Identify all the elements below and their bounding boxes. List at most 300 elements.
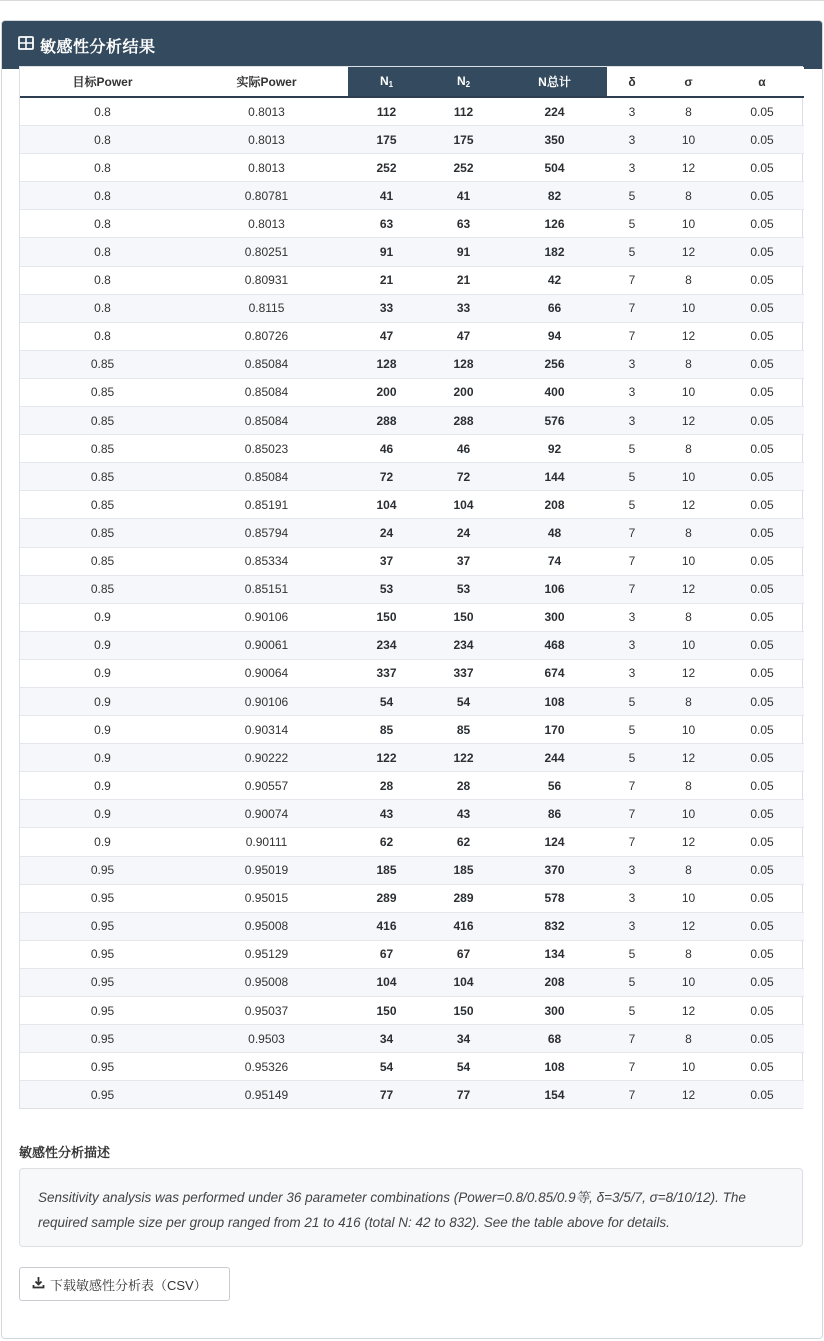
table-cell: 0.05: [720, 154, 804, 182]
table-cell: 0.05: [720, 126, 804, 154]
table-cell: 12: [657, 238, 720, 266]
table-cell: 5: [607, 997, 657, 1025]
table-row: [20, 294, 804, 322]
table-cell: 0.8115: [185, 294, 348, 322]
table-cell: 0.85: [20, 435, 185, 463]
table-cell: 106: [502, 575, 607, 603]
table-cell: 67: [425, 940, 502, 968]
table-row: [20, 575, 804, 603]
table-cell: 0.80931: [185, 266, 348, 294]
table-row: [20, 800, 804, 828]
table-cell: 47: [425, 322, 502, 350]
table-row: [20, 407, 804, 435]
table-cell: 8: [657, 687, 720, 715]
table-cell: 10: [657, 716, 720, 744]
table-cell: 0.8: [20, 294, 185, 322]
table-cell: 134: [502, 940, 607, 968]
table-cell: 46: [348, 435, 425, 463]
table-cell: 5: [607, 463, 657, 491]
table-cell: 0.05: [720, 491, 804, 519]
table-cell: 108: [502, 687, 607, 715]
table-row: [20, 350, 804, 378]
table-cell: 0.05: [720, 968, 804, 996]
table-cell: 8: [685, 104, 692, 119]
table-cell: 0.95: [20, 1025, 185, 1053]
table-cell: 5: [607, 940, 657, 968]
table-cell: 252: [425, 154, 502, 182]
description-box: [19, 1168, 803, 1247]
table-cell: 0.05: [720, 772, 804, 800]
table-cell: 175: [425, 126, 502, 154]
table-cell: 12: [657, 1081, 720, 1109]
table-cell: 7: [607, 547, 657, 575]
table-cell: 33: [425, 294, 502, 322]
table-cell: 62: [425, 828, 502, 856]
table-cell: 91: [348, 238, 425, 266]
col-target-power: 目标Power: [20, 67, 185, 97]
table-cell: 289: [425, 884, 502, 912]
table-cell: 0.05: [720, 687, 804, 715]
table-cell: 0.9: [20, 716, 185, 744]
table-cell: 224: [544, 104, 565, 119]
table-cell: 12: [657, 828, 720, 856]
table-cell: 0.05: [720, 1025, 804, 1053]
table-cell: 337: [425, 659, 502, 687]
table-cell: 68: [502, 1025, 607, 1053]
table-cell: 104: [425, 968, 502, 996]
table-cell: 0.95008: [185, 968, 348, 996]
table-cell: 144: [502, 463, 607, 491]
table-cell: 10: [657, 463, 720, 491]
table-cell: 0.05: [720, 322, 804, 350]
table-cell: 0.90074: [185, 800, 348, 828]
table-cell: 5: [607, 435, 657, 463]
table-cell: 86: [502, 800, 607, 828]
table-row: [20, 940, 804, 968]
table-cell: 400: [502, 378, 607, 406]
table-cell: 104: [348, 968, 425, 996]
table-cell: 77: [425, 1081, 502, 1109]
table-row: [20, 744, 804, 772]
table-cell: 208: [502, 968, 607, 996]
table-cell: 122: [348, 744, 425, 772]
table-cell: 7: [607, 800, 657, 828]
table-icon: [18, 36, 40, 55]
table-cell: 0.95: [20, 856, 185, 884]
download-label: 下载敏感性分析表（CSV）: [50, 1277, 207, 1293]
table-cell: 5: [607, 182, 657, 210]
col-alpha: α: [720, 67, 804, 97]
table-cell: 0.05: [720, 631, 804, 659]
table-cell: 85: [348, 716, 425, 744]
table-cell: 0.85084: [185, 463, 348, 491]
table-cell: 468: [502, 631, 607, 659]
table-cell: 0.90222: [185, 744, 348, 772]
table-cell: 0.05: [720, 716, 804, 744]
table-cell: 370: [502, 856, 607, 884]
table-cell: 0.95: [20, 997, 185, 1025]
table-cell: 0.05: [720, 1081, 804, 1109]
table-row: [20, 997, 804, 1025]
table-cell: 0.95: [20, 884, 185, 912]
table-cell: 0.9: [20, 828, 185, 856]
table-cell: 0.05: [720, 912, 804, 940]
table-cell: 53: [348, 575, 425, 603]
table-cell: 350: [502, 126, 607, 154]
table-cell: 0.9: [20, 687, 185, 715]
table-cell: 0.90557: [185, 772, 348, 800]
table-cell: 0.05: [720, 659, 804, 687]
table-cell: 300: [502, 603, 607, 631]
table-cell: 0.95129: [185, 940, 348, 968]
table-cell: 0.05: [720, 884, 804, 912]
table-cell: 0.9: [20, 800, 185, 828]
table-cell: 0.05: [720, 238, 804, 266]
table-cell: 0.95019: [185, 856, 348, 884]
table-cell: 3: [607, 154, 657, 182]
table-cell: 0.90111: [185, 828, 348, 856]
table-row: [20, 97, 804, 126]
table-cell: 5: [607, 744, 657, 772]
table-cell: 10: [657, 884, 720, 912]
table-cell: 0.80726: [185, 322, 348, 350]
table-cell: 234: [348, 631, 425, 659]
table-cell: 0.05: [720, 940, 804, 968]
table-cell: 124: [502, 828, 607, 856]
table-cell: 3: [607, 603, 657, 631]
table-cell: 43: [348, 800, 425, 828]
table-row: [20, 1081, 804, 1109]
table-cell: 0.05: [720, 828, 804, 856]
table-cell: 0.85: [20, 491, 185, 519]
table-cell: 41: [425, 182, 502, 210]
table-cell: 66: [502, 294, 607, 322]
table-row: [20, 266, 804, 294]
table-row: [20, 210, 804, 238]
col-actual-power: 实际Power: [185, 67, 348, 97]
table-cell: 10: [657, 547, 720, 575]
table-cell: 244: [502, 744, 607, 772]
table-cell: 0.95: [20, 1053, 185, 1081]
table-row: [20, 828, 804, 856]
table-cell: 578: [502, 884, 607, 912]
table-cell: 0.85191: [185, 491, 348, 519]
table-cell: 7: [607, 294, 657, 322]
table-cell: 0.85023: [185, 435, 348, 463]
table-cell: 0.95: [20, 1081, 185, 1109]
table-cell: 8: [657, 772, 720, 800]
table-cell: 43: [425, 800, 502, 828]
table-cell: 674: [502, 659, 607, 687]
table-cell: 8: [657, 519, 720, 547]
top-divider: [0, 0, 824, 1]
table-cell: 77: [348, 1081, 425, 1109]
table-cell: 7: [607, 266, 657, 294]
table-cell: 256: [502, 350, 607, 378]
table-cell: 0.85: [20, 547, 185, 575]
table-cell: 0.05: [720, 407, 804, 435]
table-cell: 0.9: [20, 772, 185, 800]
table-cell: 0.85: [20, 463, 185, 491]
table-cell: 12: [657, 997, 720, 1025]
table-cell: 0.85151: [185, 575, 348, 603]
table-cell: 3: [607, 350, 657, 378]
col-n1: $N_1$: [348, 67, 425, 97]
table-cell: 54: [348, 687, 425, 715]
table-cell: 3: [607, 856, 657, 884]
table-cell: 576: [502, 407, 607, 435]
table-row: [20, 1053, 804, 1081]
table-cell: 67: [348, 940, 425, 968]
table-cell: 12: [657, 322, 720, 350]
table-cell: 0.9: [20, 631, 185, 659]
table-cell: 185: [425, 856, 502, 884]
table-cell: 0.05: [750, 104, 774, 119]
table-cell: 8: [657, 266, 720, 294]
table-cell: 5: [607, 968, 657, 996]
table-cell: 91: [425, 238, 502, 266]
table-cell: 7: [607, 772, 657, 800]
table-cell: 10: [657, 378, 720, 406]
table-cell: 0.85794: [185, 519, 348, 547]
table-cell: 12: [657, 154, 720, 182]
table-row: [20, 659, 804, 687]
table-cell: 234: [425, 631, 502, 659]
table-cell: 126: [502, 210, 607, 238]
table-cell: 0.8: [94, 104, 111, 119]
table-cell: 0.05: [720, 800, 804, 828]
table-cell: 0.9503: [185, 1025, 348, 1053]
table-cell: 63: [425, 210, 502, 238]
table-cell: 0.8013: [185, 154, 348, 182]
table-cell: 185: [348, 856, 425, 884]
table-cell: 54: [425, 1053, 502, 1081]
table-cell: 72: [425, 463, 502, 491]
table-cell: 56: [502, 772, 607, 800]
table-row: [20, 154, 804, 182]
table-row: [20, 716, 804, 744]
table-cell: 0.05: [720, 294, 804, 322]
table-row: [20, 856, 804, 884]
table-cell: 108: [502, 1053, 607, 1081]
table-cell: 0.05: [720, 182, 804, 210]
table-row: [20, 547, 804, 575]
table-cell: 504: [502, 154, 607, 182]
table-cell: 0.85: [20, 575, 185, 603]
table-cell: 0.95037: [185, 997, 348, 1025]
table-cell: 112: [453, 104, 474, 119]
table-row: [20, 519, 804, 547]
table-cell: 42: [502, 266, 607, 294]
col-n2: $N_2$: [425, 67, 502, 97]
table-cell: 5: [607, 491, 657, 519]
table-cell: 0.90064: [185, 659, 348, 687]
table-cell: 12: [657, 659, 720, 687]
table-cell: 0.05: [720, 435, 804, 463]
table-cell: 0.85: [20, 350, 185, 378]
table-cell: 54: [348, 1053, 425, 1081]
table-cell: 0.85084: [185, 407, 348, 435]
download-csv-button[interactable]: [19, 1267, 230, 1301]
table-cell: 8: [657, 856, 720, 884]
table-cell: 0.90106: [185, 603, 348, 631]
table-cell: 8: [657, 350, 720, 378]
table-cell: 200: [348, 378, 425, 406]
table-cell: 21: [425, 266, 502, 294]
table-cell: 10: [657, 800, 720, 828]
table-row: [20, 463, 804, 491]
table-cell: 5: [607, 238, 657, 266]
table-row: [20, 126, 804, 154]
table-header-row: [20, 67, 804, 97]
table-cell: 200: [425, 378, 502, 406]
table-cell: 0.05: [720, 210, 804, 238]
table-cell: 0.85: [20, 378, 185, 406]
table-cell: 150: [348, 997, 425, 1025]
table-cell: 28: [348, 772, 425, 800]
table-cell: 337: [348, 659, 425, 687]
table-row: [20, 378, 804, 406]
table-row: [20, 968, 804, 996]
table-cell: 12: [657, 491, 720, 519]
table-cell: 28: [425, 772, 502, 800]
table-cell: 0.05: [720, 997, 804, 1025]
table-cell: 0.90106: [185, 687, 348, 715]
table-cell: 12: [657, 575, 720, 603]
table-cell: 0.90314: [185, 716, 348, 744]
table-cell: 0.95149: [185, 1081, 348, 1109]
table-cell: 34: [425, 1025, 502, 1053]
table-cell: 0.95: [20, 968, 185, 996]
table-cell: 0.95008: [185, 912, 348, 940]
table-cell: 41: [348, 182, 425, 210]
table-cell: 12: [657, 912, 720, 940]
panel-header: [2, 21, 822, 69]
table-cell: 0.05: [720, 547, 804, 575]
table-row: [20, 912, 804, 940]
table-cell: 21: [348, 266, 425, 294]
table-cell: 416: [348, 912, 425, 940]
table-cell: 112: [376, 104, 397, 119]
table-cell: 85: [425, 716, 502, 744]
table-cell: 7: [607, 575, 657, 603]
table-cell: 10: [657, 631, 720, 659]
table-cell: 12: [657, 407, 720, 435]
table-cell: 0.05: [720, 519, 804, 547]
col-n-total: N总计: [502, 67, 607, 97]
table-cell: 0.05: [720, 266, 804, 294]
table-cell: 0.9: [20, 659, 185, 687]
table-cell: 3: [607, 631, 657, 659]
table-cell: 0.80781: [185, 182, 348, 210]
table-row: [20, 322, 804, 350]
table-cell: 5: [607, 210, 657, 238]
table-cell: 0.8013: [248, 104, 285, 119]
col-delta: δ: [607, 67, 657, 97]
table-cell: 63: [348, 210, 425, 238]
table-cell: 8: [657, 435, 720, 463]
table-cell: 416: [425, 912, 502, 940]
table-row: [20, 238, 804, 266]
table-cell: 0.05: [720, 744, 804, 772]
table-cell: 300: [502, 997, 607, 1025]
table-cell: 46: [425, 435, 502, 463]
table-cell: 62: [348, 828, 425, 856]
table-cell: 5: [607, 716, 657, 744]
table-cell: 3: [607, 407, 657, 435]
table-cell: 10: [657, 210, 720, 238]
table-cell: 150: [425, 997, 502, 1025]
table-cell: 208: [502, 491, 607, 519]
table-cell: 288: [425, 407, 502, 435]
table-row: [20, 631, 804, 659]
table-cell: 0.8: [20, 210, 185, 238]
table-cell: 0.9: [20, 603, 185, 631]
table-row: [20, 772, 804, 800]
table-cell: 10: [657, 968, 720, 996]
table-cell: 7: [607, 1053, 657, 1081]
table-cell: 10: [657, 294, 720, 322]
table-cell: 0.8013: [185, 210, 348, 238]
table-cell: 128: [348, 350, 425, 378]
table-cell: 0.85: [20, 407, 185, 435]
table-cell: 8: [657, 1025, 720, 1053]
table-cell: 3: [607, 126, 657, 154]
table-cell: 288: [348, 407, 425, 435]
table-cell: 0.8: [20, 266, 185, 294]
table-cell: 24: [348, 519, 425, 547]
table-cell: 7: [607, 519, 657, 547]
table-cell: 0.8013: [185, 126, 348, 154]
table-row: [20, 491, 804, 519]
table-cell: 0.05: [720, 350, 804, 378]
table-cell: 104: [425, 491, 502, 519]
table-cell: 0.9: [20, 744, 185, 772]
table-cell: 10: [657, 1053, 720, 1081]
table-cell: 289: [348, 884, 425, 912]
table-row: [20, 603, 804, 631]
table-cell: 170: [502, 716, 607, 744]
table-cell: 122: [425, 744, 502, 772]
table-cell: 0.05: [720, 463, 804, 491]
table-cell: 0.8: [20, 182, 185, 210]
table-cell: 24: [425, 519, 502, 547]
table-cell: 74: [502, 547, 607, 575]
table-cell: 252: [348, 154, 425, 182]
description-text: Sensitivity analysis was performed under 36 parameter combinations (Power=0.8/0.85/0.9等, δ=3/5/7, σ=8/10/12). The required sample size per group ranged from 21 to 416 (total N: 42 to 832). See the table above for details.: [38, 1190, 746, 1230]
table-cell: 54: [425, 687, 502, 715]
sensitivity-table: [19, 66, 803, 1109]
table-cell: 47: [348, 322, 425, 350]
table-cell: 832: [502, 912, 607, 940]
table-cell: 48: [502, 519, 607, 547]
table-cell: 175: [348, 126, 425, 154]
table-cell: 0.8: [20, 322, 185, 350]
table-cell: 3: [607, 378, 657, 406]
table-cell: 0.90061: [185, 631, 348, 659]
table-cell: 0.85: [20, 519, 185, 547]
table-cell: 82: [502, 182, 607, 210]
table-cell: 8: [657, 940, 720, 968]
table-cell: 72: [348, 463, 425, 491]
table-cell: 0.05: [720, 856, 804, 884]
table-row: [20, 884, 804, 912]
table-cell: 154: [502, 1081, 607, 1109]
table-cell: 0.05: [720, 603, 804, 631]
table-cell: 0.95015: [185, 884, 348, 912]
col-sigma: σ: [657, 67, 720, 97]
table-cell: 7: [607, 828, 657, 856]
